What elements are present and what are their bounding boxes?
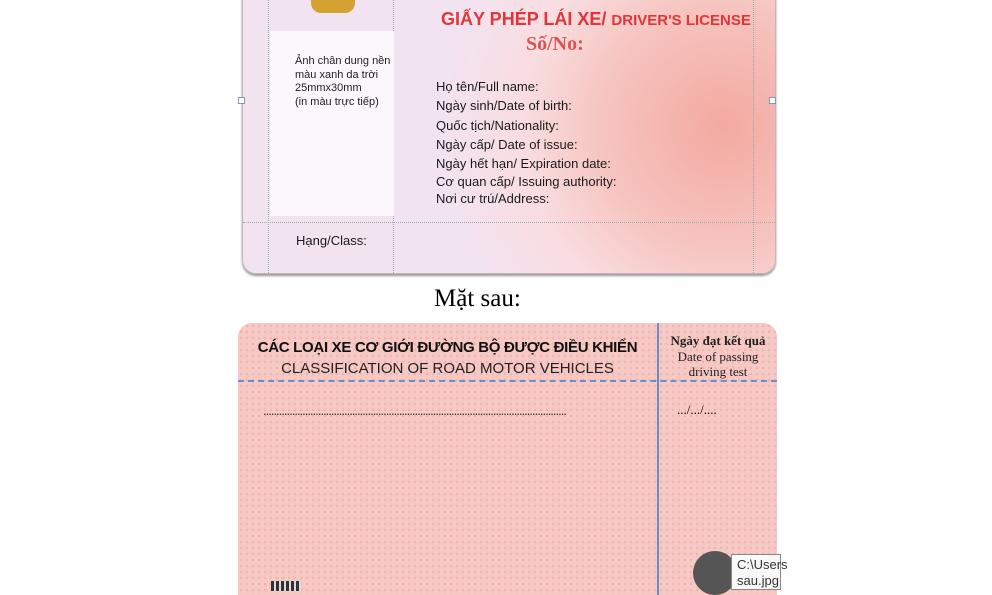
field-issuing-authority: Cơ quan cấp/ Issuing authority: (436, 174, 617, 189)
photo-note-line: màu xanh da trời (295, 68, 379, 81)
field-class: Hạng/Class: (296, 233, 367, 248)
field-date-of-issue: Ngày cấp/ Date of issue: (436, 137, 578, 152)
field-full-name: Họ tên/Full name: (436, 79, 539, 94)
resize-handle[interactable] (238, 97, 245, 104)
header-divider (238, 380, 777, 382)
resize-handle[interactable] (769, 97, 776, 104)
license-number-label: Số/No: (526, 33, 584, 55)
passing-date-heading-en: Date of passing (677, 349, 759, 364)
photo-note (295, 55, 390, 109)
field-address: Nơi cư trú/Address: (436, 191, 550, 206)
passing-date-heading-en-2: driving test (688, 364, 748, 379)
title-vi: GIẤY PHÉP LÁI XE/ (441, 9, 607, 29)
vehicle-classes-heading-en: CLASSIFICATION OF ROAD MOTOR VEHICLES (281, 360, 614, 377)
license-back-image[interactable] (238, 323, 788, 595)
passing-date-heading-vi: Ngày đạt kết quả (670, 333, 766, 348)
tooltip-line: sau.jpg (737, 573, 779, 588)
license-front-image[interactable] (242, 0, 776, 274)
guide-dotted-line (243, 222, 775, 223)
field-date-of-birth: Ngày sinh/Date of birth: (436, 98, 572, 113)
license-title (441, 9, 751, 31)
guide-dotted-line (753, 0, 754, 273)
back-side-caption: Mặt sau: (434, 285, 521, 312)
guide-dotted-line (268, 0, 269, 273)
tooltip-line: C:\Users (737, 557, 788, 572)
photo-note-line: (in màu trực tiếp) (295, 95, 379, 108)
vehicle-class-dotted-line: .................................................................................................................... (263, 403, 566, 418)
photo-note-line: Ảnh chân dung nền (295, 55, 391, 67)
field-nationality: Quốc tịch/Nationality: (436, 118, 559, 133)
field-expiration-date: Ngày hết hạn/ Expiration date: (436, 156, 611, 171)
title-en: DRIVER'S LICENSE (611, 12, 751, 29)
passing-date-placeholder: .../.../.... (677, 402, 717, 417)
qr-code-icon (271, 581, 301, 591)
photo-note-line: 25mmx30mm (295, 82, 362, 94)
national-emblem-icon (311, 0, 355, 13)
vehicle-classes-heading-vi: CÁC LOẠI XE CƠ GIỚI ĐƯỜNG BỘ ĐƯỢC ĐIỀU KHIỂN (257, 339, 638, 356)
file-path-tooltip (731, 554, 788, 590)
